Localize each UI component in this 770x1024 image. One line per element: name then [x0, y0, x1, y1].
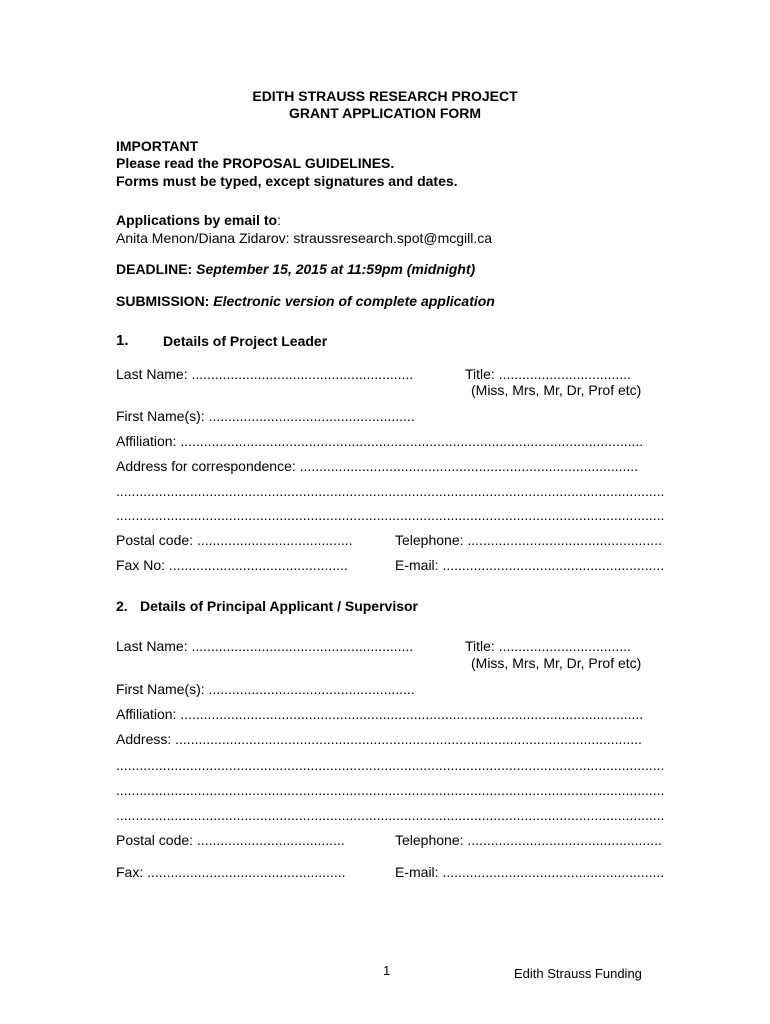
section1-address-field[interactable]: Address for correspondence: ....................................................................................... — [116, 458, 639, 474]
section2-title: Details of Principal Applicant / Supervisor — [140, 598, 418, 614]
section2-title-hint: (Miss, Mrs, Mr, Dr, Prof etc) — [471, 655, 642, 671]
applications-label: Applications by email to — [116, 212, 278, 228]
section2-affiliation-field[interactable]: Affiliation: ....................................................................................................................... — [116, 706, 644, 722]
section2-address-field[interactable]: Address: ........................................................................................................................ — [116, 731, 642, 747]
section1-address-line3[interactable]: ............................................................................................................................................. — [116, 507, 665, 523]
section1-postal-code-field[interactable]: Postal code: ........................................ — [116, 532, 353, 548]
submission-line — [116, 293, 495, 309]
section2-fax-field[interactable]: Fax: ................................................... — [116, 864, 346, 880]
section1-email-field[interactable]: E-mail: ......................................................... — [395, 557, 665, 573]
section2-address-line3[interactable]: ............................................................................................................................................. — [116, 782, 665, 798]
section2-telephone-field[interactable]: Telephone: .................................................. — [395, 832, 662, 848]
footer-label: Edith Strauss Funding — [514, 966, 642, 981]
page-number: 1 — [383, 963, 391, 978]
section1-address-line2[interactable]: ............................................................................................................................................. — [116, 483, 665, 499]
important-line1: Please read the PROPOSAL GUIDELINES. — [116, 155, 395, 171]
applications-heading — [116, 212, 281, 228]
submission-label: SUBMISSION: — [116, 293, 210, 309]
applications-colon: : — [277, 212, 281, 228]
applications-contact: Anita Menon/Diana Zidarov: straussresearch.spot@mcgill.ca — [116, 230, 493, 246]
deadline-value: September 15, 2015 at 11:59pm (midnight) — [196, 261, 476, 277]
section1-last-name-field[interactable]: Last Name: ......................................................... — [116, 366, 414, 382]
section1-telephone-field[interactable]: Telephone: .................................................. — [395, 532, 662, 548]
section1-fax-field[interactable]: Fax No: .............................................. — [116, 557, 348, 573]
section1-title-hint: (Miss, Mrs, Mr, Dr, Prof etc) — [471, 382, 642, 398]
section1-number: 1. — [116, 332, 129, 349]
section2-first-names-field[interactable]: First Name(s): ..................................................... — [116, 681, 415, 697]
section1-first-names-field[interactable]: First Name(s): ..................................................... — [116, 408, 415, 424]
deadline-label: DEADLINE: — [116, 261, 193, 277]
section1-title-field[interactable]: Title: .................................. — [465, 366, 631, 382]
form-title-line1: EDITH STRAUSS RESEARCH PROJECT — [252, 88, 518, 104]
section2-email-field[interactable]: E-mail: ......................................................... — [395, 864, 665, 880]
section2-number: 2. — [116, 598, 128, 614]
section1-title: Details of Project Leader — [163, 333, 328, 349]
section2-postal-code-field[interactable]: Postal code: ...................................... — [116, 832, 345, 848]
deadline-line — [116, 261, 475, 277]
section2-address-line4[interactable]: ............................................................................................................................................. — [116, 807, 665, 823]
section2-title-field[interactable]: Title: .................................. — [465, 638, 631, 654]
important-heading: IMPORTANT — [116, 138, 199, 154]
section1-affiliation-field[interactable]: Affiliation: ....................................................................................................................... — [116, 433, 644, 449]
section2-last-name-field[interactable]: Last Name: ......................................................... — [116, 638, 414, 654]
section2-address-line2[interactable]: ............................................................................................................................................. — [116, 757, 665, 773]
important-line2: Forms must be typed, except signatures and dates. — [116, 173, 458, 189]
submission-value: Electronic version of complete application — [213, 293, 495, 309]
form-title-line2: GRANT APPLICATION FORM — [288, 105, 482, 121]
